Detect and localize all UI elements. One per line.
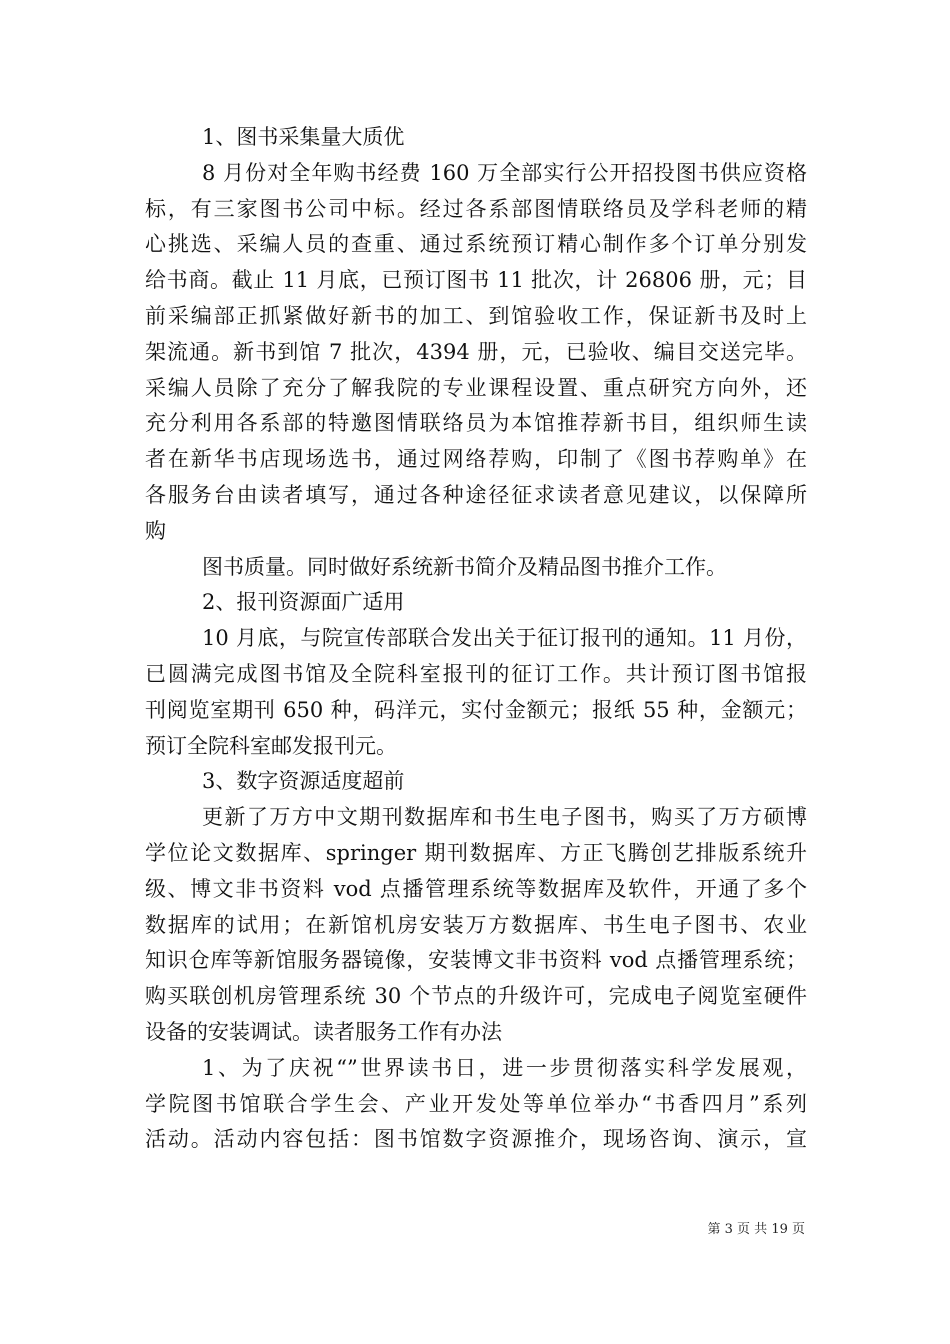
page-number: 第 3 页 共 19 页 (707, 1222, 805, 1237)
text-line: 学院图书馆联合学生会、产业开发处等单位举办“书香四月”系列 (145, 1091, 807, 1116)
text-line: 给书商。截止 11 月底，已预订图书 11 批次，计 26806 册，元；目 (145, 268, 807, 293)
text-line: 级、博文非书资料 vod 点播管理系统等数据库及软件，开通了多个 (145, 876, 807, 901)
text-line: 数据库的试用；在新馆机房安装万方数据库、书生电子图书、农业 (145, 912, 807, 937)
text-line: 心挑选、采编人员的查重、通过系统预订精心制作多个订单分别发 (145, 232, 807, 257)
text-line: 购 (145, 518, 166, 543)
text-line: 学位论文数据库、springer 期刊数据库、方正飞腾创艺排版系统升 (145, 840, 807, 865)
text-line: 各服务台由读者填写，通过各种途径征求读者意见建议，以保障所 (145, 482, 807, 507)
text-line: 预订全院科室邮发报刊元。 (145, 733, 397, 758)
text-line: 1、图书采集量大质优 (202, 125, 405, 149)
text-line: 3、数字资源适度超前 (202, 769, 405, 794)
text-line: 充分利用各系部的特邀图情联络员为本馆推荐新书目，组织师生读 (145, 411, 807, 436)
text-line: 设备的安装调试。读者服务工作有办法 (145, 1019, 502, 1044)
text-line: 已圆满完成图书馆及全院科室报刊的征订工作。共计预订图书馆报 (145, 661, 807, 686)
text-line: 刊阅览室期刊 650 种，码洋元，实付金额元；报纸 55 种，金额元； (145, 697, 807, 722)
text-line: 8 月份对全年购书经费 160 万全部实行公开招投图书供应资格 (202, 160, 807, 185)
text-line: 购买联创机房管理系统 30 个节点的升级许可，完成电子阅览室硬件 (145, 984, 807, 1009)
text-line: 图书质量。同时做好系统新书简介及精品图书推介工作。 (202, 554, 727, 579)
text-line: 1、为了庆祝“”世界读书日，进一步贯彻落实科学发展观， (202, 1055, 807, 1080)
text-line: 活动。活动内容包括：图书馆数字资源推介，现场咨询、演示，宣 (145, 1127, 807, 1152)
document-body (145, 120, 807, 1158)
text-line: 架流通。新书到馆 7 批次，4394 册，元，已验收、编目交送完毕。 (145, 339, 807, 364)
text-line: 2、报刊资源面广适用 (202, 590, 405, 615)
text-line: 采编人员除了充分了解我院的专业课程设置、重点研究方向外，还 (145, 375, 807, 400)
text-line: 前采编部正抓紧做好新书的加工、到馆验收工作，保证新书及时上 (145, 303, 807, 328)
text-line: 标，有三家图书公司中标。经过各系部图情联络员及学科老师的精 (145, 196, 807, 221)
text-line: 10 月底，与院宣传部联合发出关于征订报刊的通知。11 月份， (202, 626, 807, 651)
text-line: 更新了万方中文期刊数据库和书生电子图书，购买了万方硕博 (202, 805, 807, 830)
text-line: 知识仓库等新馆服务器镜像，安装博文非书资料 vod 点播管理系统； (145, 948, 807, 973)
text-line: 者在新华书店现场选书，通过网络荐购，印制了《图书荐购单》在 (145, 447, 807, 472)
